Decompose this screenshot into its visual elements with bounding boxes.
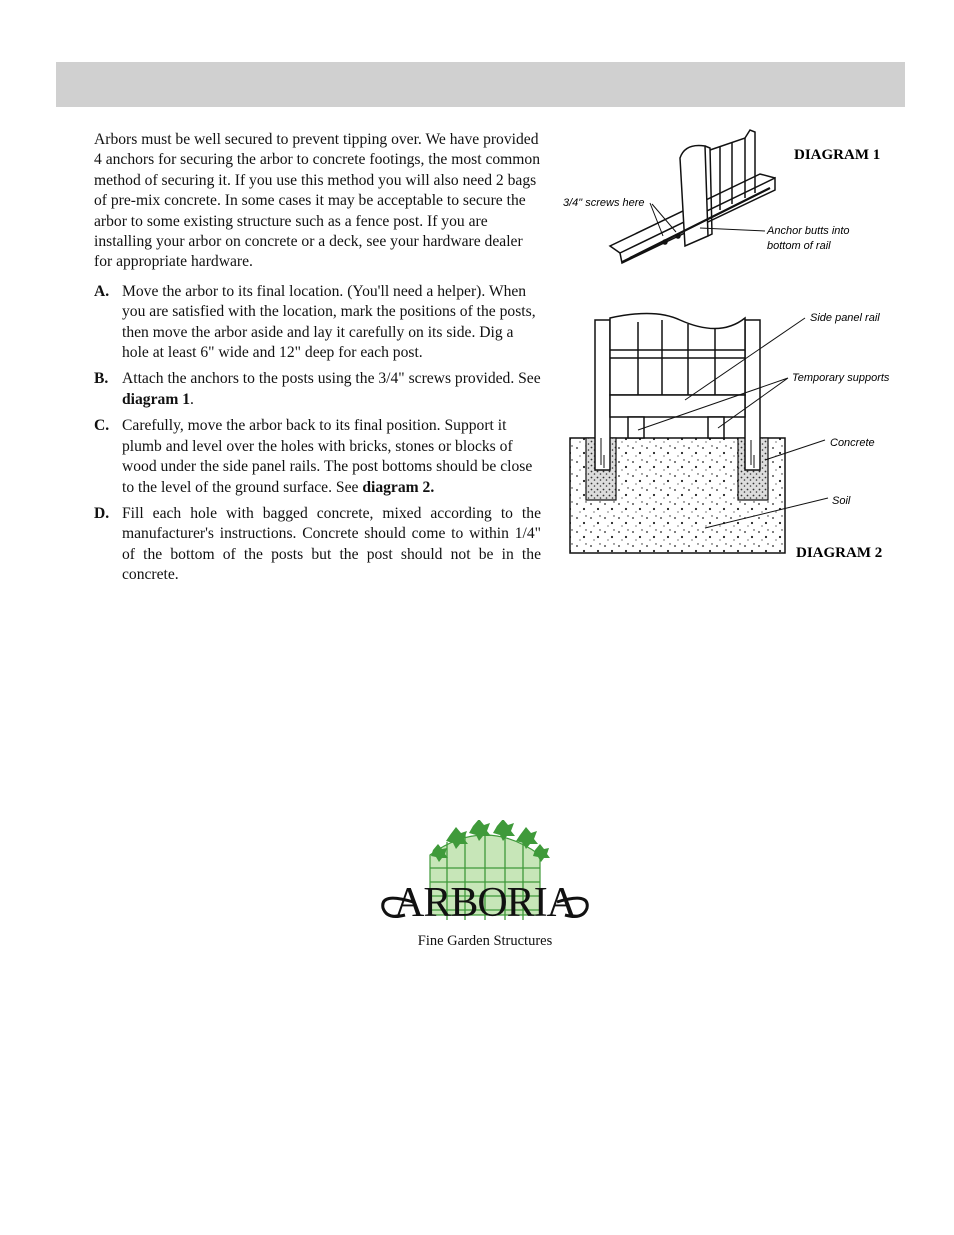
label-temporary-supports: Temporary supports: [792, 372, 890, 384]
step-letter: B.: [94, 370, 109, 388]
diagram-reference: diagram 2.: [362, 478, 435, 496]
logo-tagline: Fine Garden Structures: [417, 933, 553, 949]
step-body: Carefully, move the arbor back to its final position. Support it plumb and level over the holes with bricks, stones or blocks of wood under the side panel rails. The post bottoms should be close to the level of the ground surface. See: [122, 417, 533, 496]
step-suffix: .: [190, 390, 194, 408]
step-text: Fill each hole with bagged concrete, mixed according to the manufacturer's instructions. Concrete should come to within 1/4" of the bottom of the posts but the post should not be in the concrete.: [122, 504, 541, 584]
label-soil: Soil: [832, 495, 851, 507]
diagram-reference: diagram 1: [122, 390, 191, 408]
diagram-1-title: DIAGRAM 1: [794, 147, 881, 163]
label-anchor-line2: bottom of rail: [767, 240, 831, 252]
diagram-1: [560, 118, 890, 268]
step-d: [94, 504, 541, 586]
diagram-2: [560, 290, 890, 565]
instructions: [94, 130, 541, 592]
step-letter: D.: [94, 504, 110, 522]
step-c: [94, 416, 541, 498]
step-text: Move the arbor to its final location. (You'll need a helper). When you are satisfied with the location, mark the positions of the posts, then move the arbor aside and lay it carefully on its side. Dig a hole at least 6" wide and 12" deep for each post.: [122, 282, 536, 362]
step-text: [122, 416, 541, 498]
step-letter: A.: [94, 282, 110, 300]
header-bar: [56, 62, 905, 107]
intro-paragraph: Arbors must be well secured to prevent tipping over. We have provided 4 anchors for securing the arbor to concrete footings, the most common method of securing it. If you use this method you will also need 2 bags of pre-mix concrete. In some cases it may be acceptable to secure the arbor to some existing structure such as a fence post. If you are installing your arbor on concrete or a deck, see your hardware dealer for appropriate hardware.: [94, 131, 541, 271]
step-b: [94, 369, 541, 410]
label-concrete: Concrete: [830, 437, 875, 449]
step-letter: C.: [94, 417, 110, 435]
step-text: [122, 369, 541, 410]
step-a: [94, 282, 541, 364]
step-body: Attach the anchors to the posts using the 3/4" screws provided. See: [122, 370, 541, 388]
diagram-2-title: DIAGRAM 2: [796, 545, 883, 561]
label-side-panel-rail: Side panel rail: [810, 312, 880, 324]
label-screws: 3/4" screws here: [563, 197, 645, 209]
logo-wordmark: ARBORIA: [393, 880, 577, 926]
label-anchor-line1: Anchor butts into: [767, 225, 850, 237]
